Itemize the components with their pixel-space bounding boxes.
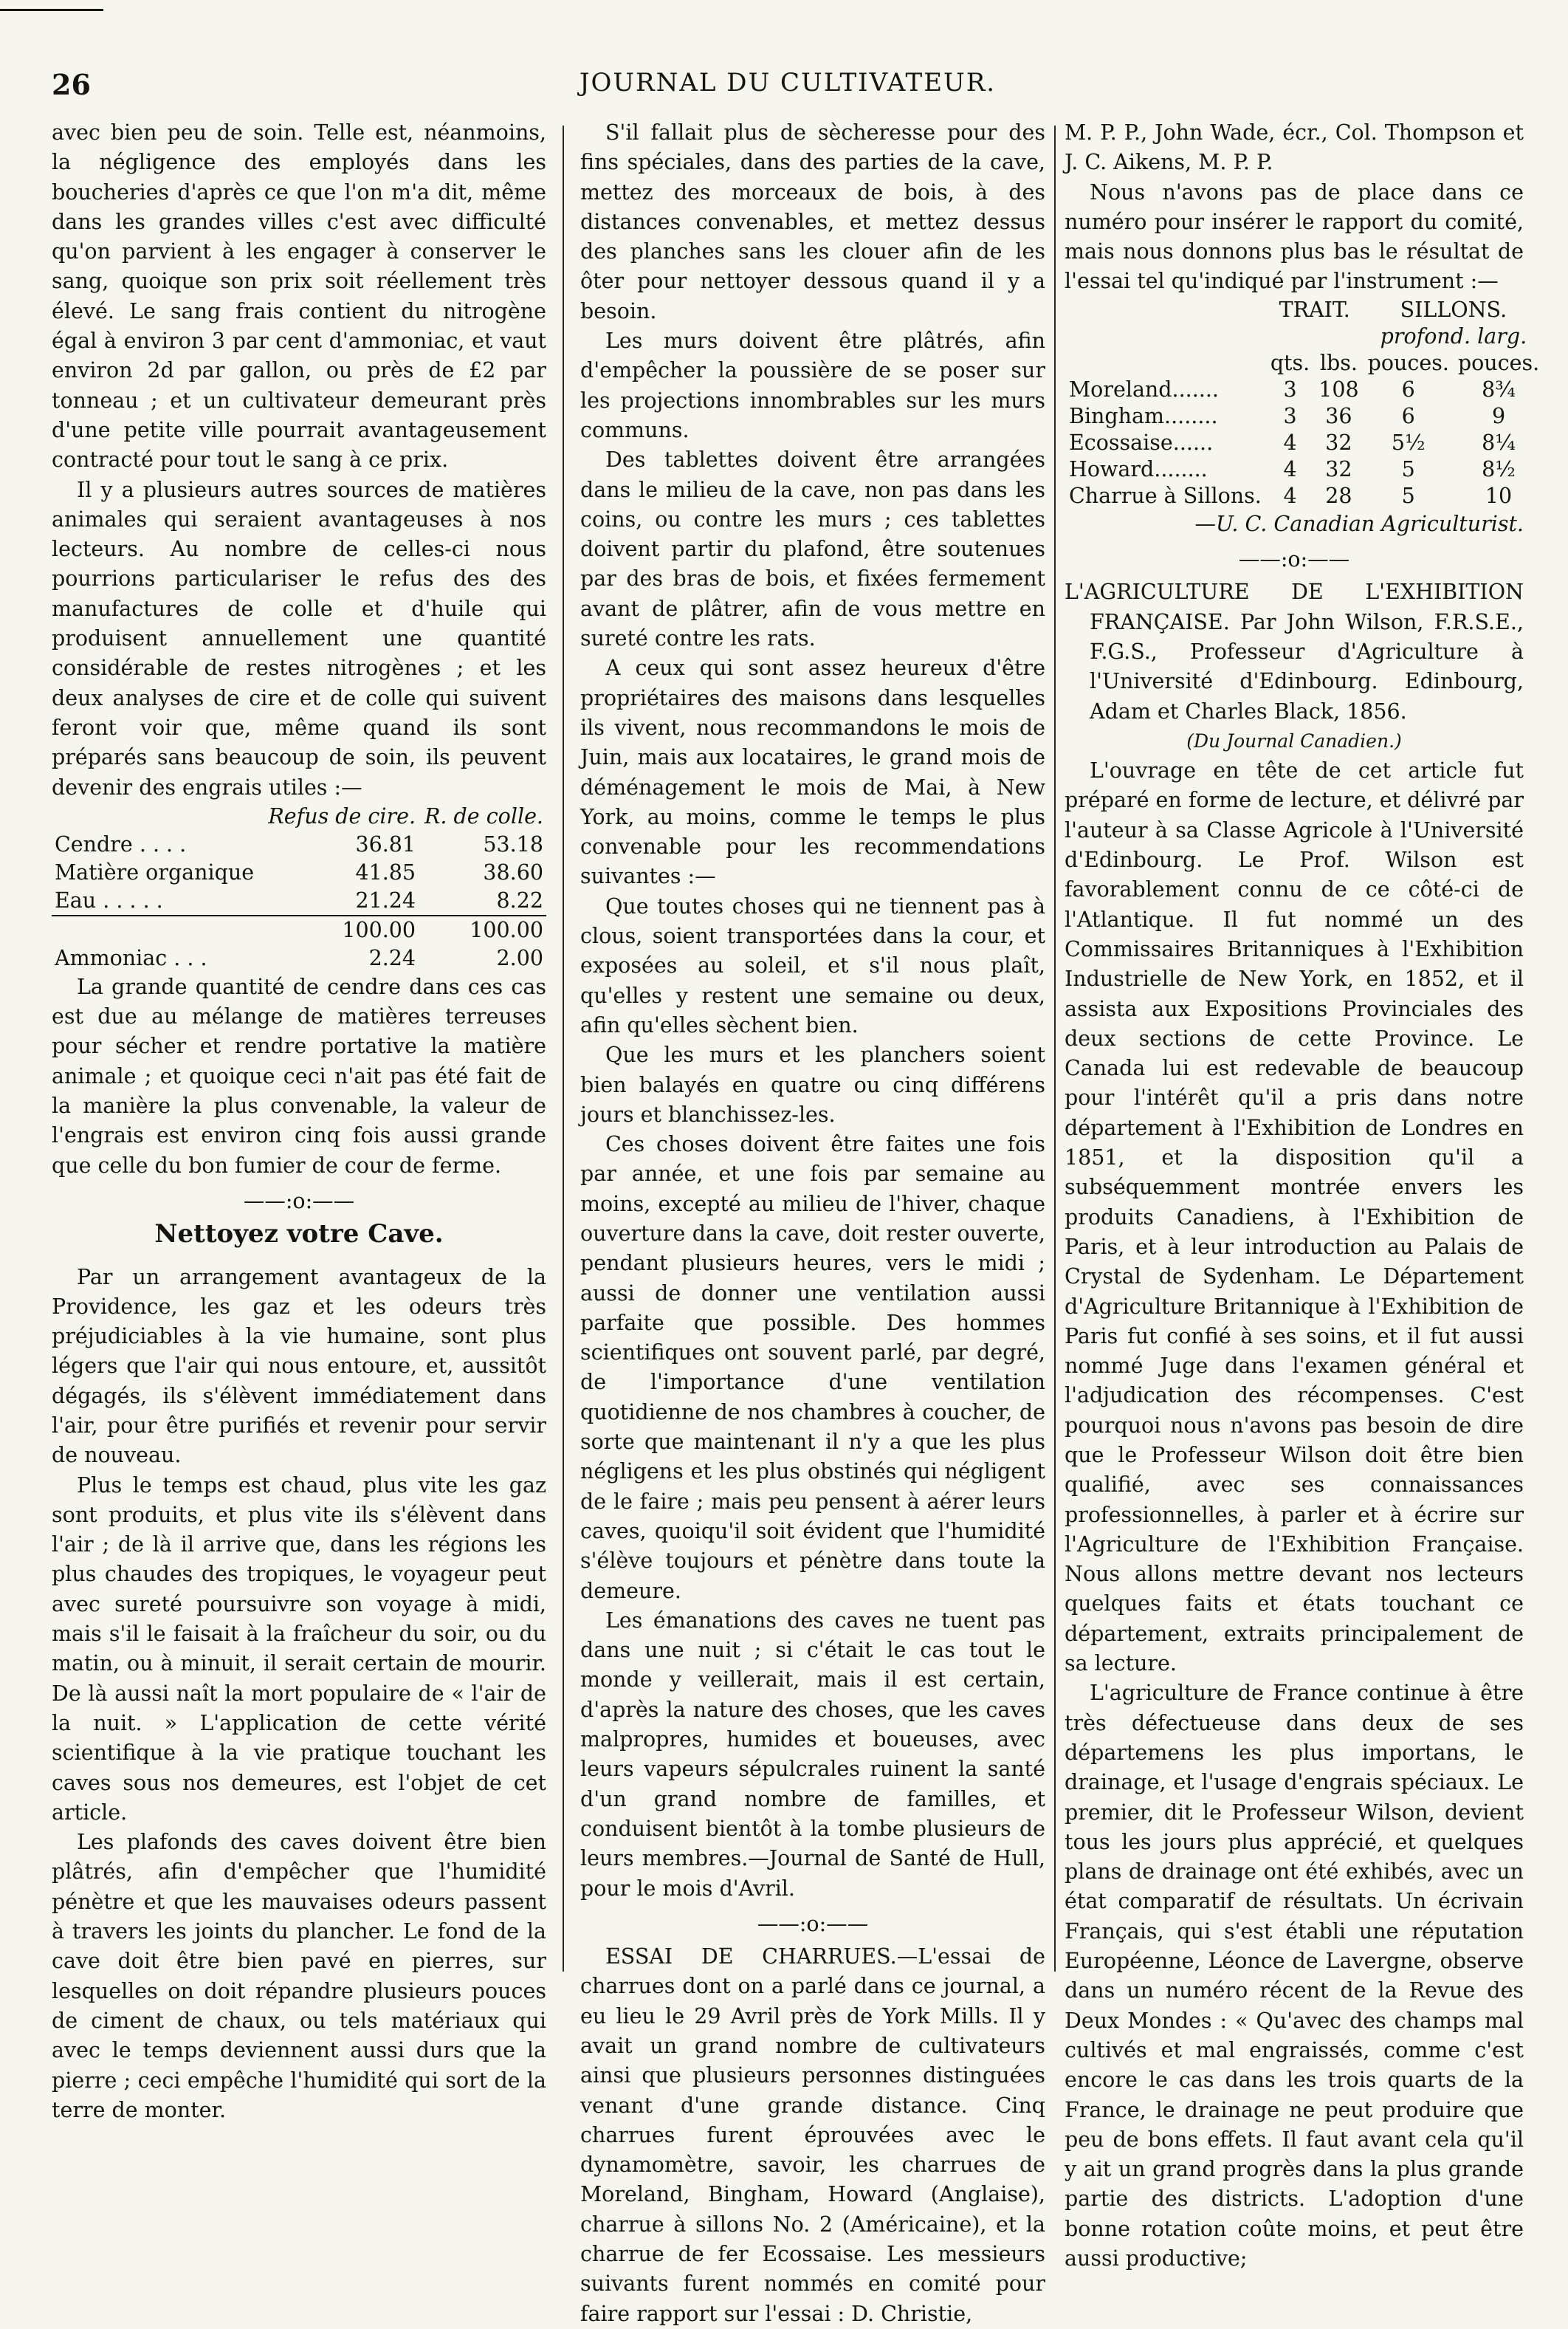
paragraph: Que toutes choses qui ne tiennent pas à clous, soient transportées dans la cour, et exposées au soleil, et s'il nous plaît, qu'elles y restent une semaine ou deux, afin qu'elles sèchent bien. xyxy=(580,893,1045,1037)
unit-label: pouces. xyxy=(1457,350,1540,375)
cell: 32 xyxy=(1325,430,1352,455)
row-label: Howard........ xyxy=(1069,456,1208,481)
table-row xyxy=(1065,483,1544,510)
unit-label: lbs. xyxy=(1319,350,1358,375)
row-label: Cendre . . . . xyxy=(55,831,187,857)
page-header xyxy=(52,68,1524,105)
cell: 9 xyxy=(1491,403,1506,428)
cell: 36.81 xyxy=(355,831,416,857)
row-label: Moreland....... xyxy=(1069,377,1219,402)
journal-title: JOURNAL DU CULTIVATEUR. xyxy=(579,68,997,97)
cell: 100.00 xyxy=(419,916,546,944)
table-row xyxy=(1065,377,1544,403)
paragraph: Que les murs et les planchers soient bien balayés en quatre ou cinq différens jours et blanchissez-les. xyxy=(580,1043,1045,1127)
table-header: Refus de cire. xyxy=(268,803,416,829)
cell: 2.00 xyxy=(496,945,543,970)
page-number: 26 xyxy=(52,68,91,101)
paragraph: Des tablettes doivent être arrangées dans le milieu de la cave, non pas dans les coins, ou contre les murs ; ces tablettes doivent partir du plafond, être soutenues par des bras de bois, et fixées fermement avant de plâtrer, afin de vous mettre en sureté contre les rats. xyxy=(580,447,1045,651)
cell: 53.18 xyxy=(483,831,543,857)
review-source: (Du Journal Canadien.) xyxy=(1186,730,1402,752)
section-separator: ——:o:—— xyxy=(1238,547,1350,572)
row-label: Bingham........ xyxy=(1069,403,1218,428)
column-divider-1 xyxy=(563,126,564,1972)
table-header: SILLONS. xyxy=(1400,297,1507,322)
paragraph: avec bien peu de soin. Telle est, néanmoins, la négligence des employés dans les boucheries d'après ce que l'on m'a dit, même dans les grandes villes c'est avec difficulté qu'on parvient à les engager à conserver le sang, quoique son prix soit réellement très élevé. Le sang frais contient du nitrogène égal à environ 3 par cent d'ammoniac, et vaut environ 2d par gallon, ou près de £2 par tonneau ; et un cultivateur demeurant près d'une petite ville pourrait avantageusement contracté pour tout le sang à ce prix. xyxy=(52,120,546,473)
analysis-table xyxy=(52,803,546,973)
source-credit: —U. C. Canadian Agriculturist. xyxy=(1194,511,1524,536)
row-label: Ecossaise...... xyxy=(1069,430,1214,455)
table-row xyxy=(52,887,546,916)
paragraph: Il y a plusieurs autres sources de matières animales qui seraient avantageuses à nos lecteurs. Au nombre de celles-ci nous pourrions particulariser le refus des des manufactures de colle et d'huile qui produisent annuellement une quantité considérable de restes nitrogènes ; et les deux analyses de cire et de colle qui suivent feront voir que, même quand ils sont préparés sans beaucoup de soin, ils peuvent devenir des engrais utiles :— xyxy=(52,477,546,800)
column-3 xyxy=(1065,118,1540,2271)
cell: 41.85 xyxy=(355,860,416,885)
cell: 36 xyxy=(1325,403,1352,428)
unit-label: qts. xyxy=(1270,350,1310,375)
table-row xyxy=(52,859,546,887)
paragraph: Les murs doivent être plâtrés, afin d'empêcher la poussière de se poser sur les projections innombrables sur les murs communs. xyxy=(580,329,1045,442)
cell: 21.24 xyxy=(355,888,416,913)
cell: 8½ xyxy=(1482,456,1516,481)
paragraph: L'agriculture de France continue à être très défectueuse dans deux de ses départemens les plus importans, le drainage, et l'usage d'engrais spéciaux. Le premier, dit le Professeur Wilson, devient tous les jours plus apprécié, et quelques plans de drainage ont été exhibés, avec un état comparatif de résultats. Un écrivain Français, qui s'est établi une réputation Européenne, Léonce de Lavergne, observe dans un numéro récent de la Revue des Deux Mondes : « Qu'avec des champs mal cultivés et mal engraissés, comme c'est encore le cas dans les trois quarts de la France, le drainage ne peut produire que peu de bons effets. Il faut avant cela qu'il y ait un grand progrès dans la plus grande partie des districts. L'adoption d'une bonne rotation coûte moins, et peut être aussi productive; xyxy=(1065,1681,1524,2271)
paragraph: Les émanations des caves ne tuent pas dans une nuit ; si c'était le cas tout le monde y veillerait, mais il est certain, d'après la nature des choses, que les caves malpropres, humides et boueuses, avec leurs vapeurs sépulcrales ruinent la santé d'un grand nombre de familles, et conduisent bientôt à la tombe plusieurs de leurs membres.—Journal de Santé de Hull, pour le mois d'Avril. xyxy=(580,1608,1045,1901)
cell: 38.60 xyxy=(483,860,543,885)
top-rule xyxy=(0,9,103,11)
table-total-row xyxy=(52,916,546,944)
paragraph: Les plafonds des caves doivent être bien plâtrés, afin d'empêcher que l'humidité pénètre et que les mauvaises odeurs passent à travers les joints du plancher. Le fond de la cave doit être bien pavé en pierres, sur lesquelles on doit répandre plusieurs pouces de ciment de chaux, ou tels matériaux qui avec le temps deviennent aussi durs que la pierre ; ceci empêche l'humidité qui sort de la terre de monter. xyxy=(52,1830,546,2122)
table-row xyxy=(52,944,546,973)
table-header: R. de colle. xyxy=(424,803,543,829)
paragraph: A ceux qui sont assez heureux d'être propriétaires des maisons dans lesquelles ils vivent, nous recommandons le mois de Juin, mais aux locataires, le grand mois de déménagement le mois de Mai, à New York, au moins, comme le temps le plus convenable pour les recommendations suivantes :— xyxy=(580,656,1045,889)
paragraph: L'ouvrage en tête de cet article fut préparé en forme de lecture, et délivré par l'auteur à sa Classe Agricole à l'Université d'Edinbourg. Le Prof. Wilson est favorablement connu de ce côté-ci de l'Atlantique. Il fut nommé un des Commissaires Britanniques à l'Exhibition Industrielle de New York, en 1852, et il assista aux Expositions Provinciales des deux sections de cette Province. Le Canada lui est redevable de beaucoup pour l'intérêt qu'il a pris dans notre département à l'Exhibition de Londres en 1851, et la disposition qu'il a subséquemment montrée envers les produits Canadiens, à l'Exhibition de Paris, et à leur introduction au Palais de Crystal de Sydenham. Le Département d'Agriculture Britannique à l'Exhibition de Paris fut confié à ses soins, et il fut aussi nommé Juge dans l'examen général et l'adjudication des récompenses. C'est pourquoi nous n'avons pas besoin de dire que le Professeur Wilson doit être bien qualifié, avec ses connaissances professionnelles, à parler et à écrire sur l'Agriculture de l'Exhibition Française. Nous allons mettre devant nos lecteurs quelques faits et états touchant ce département, extraits principalement de sa lecture. xyxy=(1065,758,1524,1676)
plough-trial-table xyxy=(1065,297,1544,510)
cell: 4 xyxy=(1283,483,1297,508)
paragraph: Nous n'avons pas de place dans ce numéro pour insérer le rapport du comité, mais nous donnons plus bas le résultat de l'essai tel qu'indiqué par l'instrument :— xyxy=(1065,179,1524,294)
cell: 6 xyxy=(1401,403,1415,428)
table-row xyxy=(1065,456,1544,483)
row-label: Matière organique xyxy=(55,860,255,885)
paragraph: La grande quantité de cendre dans ces cas est due au mélange de matières terreuses pour sécher et rendre portative la matière animale ; et quoique ceci n'ait pas été fait de la manière la plus convenable, la valeur de l'engrais est environ cinq fois aussi grande que celle du bon fumier de cour de ferme. xyxy=(52,974,546,1178)
column-1 xyxy=(52,118,546,2122)
paragraph: Ces choses doivent être faites une fois par année, et une fois par semaine au moins, excepté au milieu de l'hiver, chaque ouverture dans la cave, doit rester ouverte, pendant plusieurs heures, vers le midi ; aussi de donner une ventilation aussi parfaite que possible. Des hommes scientifiques ont souvent parlé, par degré, de l'importance d'une ventilation quotidienne de nos chambres à coucher, de sorte que maintenant il n'y a que les plus négligens et les plus obstinés qui négligent de le faire ; mais peu pensent à aérer leurs caves, quoiqu'il soit évident que l'humidité s'élève toujours et pénètre dans toute la demeure. xyxy=(580,1132,1045,1603)
paragraph: ESSAI DE CHARRUES.—L'essai de charrues dont on a parlé dans ce journal, a eu lieu le 29 Avril près de York Mills. Il y avait un grand nombre de cultivateurs ainsi que plusieurs personnes distinguées venant d'une grande distance. Cinq charrues furent éprouvées avec le dynamomètre, savoir, les charrues de Moreland, Bingham, Howard (Anglaise), charrue à sillons No. 2 (Américaine), et la charrue de fer Ecossaise. Les messieurs suivants furent nommés en comité pour faire rapport sur l'essai : D. Christie, xyxy=(580,1944,1045,2326)
cell: 108 xyxy=(1318,377,1359,402)
column-2 xyxy=(580,118,1045,2326)
cell: 5 xyxy=(1401,456,1415,481)
cell: 5½ xyxy=(1391,430,1426,455)
cell: 32 xyxy=(1325,456,1352,481)
cell: 8¾ xyxy=(1482,377,1516,402)
cell: 2.24 xyxy=(368,945,416,970)
row-label xyxy=(52,916,262,944)
section-separator: ——:o:—— xyxy=(757,1911,869,1936)
paragraph: Par un arrangement avantageux de la Providence, les gaz et les odeurs très préjudiciables à la vie humaine, sont plus légers que l'air qui nous entoure, et, aussitôt dégagés, ils s'élèvent immédiatement dans l'air, pour être purifiés et revenir pour servir de nouveau. xyxy=(52,1264,546,1468)
table-row xyxy=(1065,403,1544,430)
paragraph: M. P. P., John Wade, écr., Col. Thompson et J. C. Aikens, M. P. P. xyxy=(1065,120,1524,175)
cell: 100.00 xyxy=(262,916,419,944)
column-divider-2 xyxy=(1054,126,1056,1972)
table-subheader: profond. larg. xyxy=(1380,323,1527,349)
cell: 5 xyxy=(1401,483,1415,508)
cell: 8¼ xyxy=(1482,430,1516,455)
paragraph: S'il fallait plus de sècheresse pour des fins spéciales, dans des parties de la cave, mettez des morceaux de bois, à des distances convenables, et mettez dessus des planches sans les clouer afin de les ôter pour nettoyer dessous quand il y a besoin. xyxy=(580,120,1045,323)
cell: 3 xyxy=(1283,377,1297,402)
cell: 4 xyxy=(1283,456,1297,481)
section-separator: ——:o:—— xyxy=(243,1188,355,1213)
paragraph: Plus le temps est chaud, plus vite les gaz sont produits, et plus vite ils s'élèvent dans l'air ; de là il arrive que, dans les régions les plus chaudes des tropiques, le voyageur peut avec sureté poursuivre son voyage à midi, mais s'il le faisait à la fraîcheur du soir, ou du matin, ou à minuit, il serait certain de mourir. De là aussi naît la mort populaire de « l'air de la nuit. » L'application de cette vérité scientifique à la vie pratique touchant les caves sous nos demeures, est l'objet de cet article. xyxy=(52,1472,546,1825)
row-label: Ammoniac . . . xyxy=(55,945,207,970)
cell: 6 xyxy=(1401,377,1415,402)
cell: 8.22 xyxy=(496,888,543,913)
review-title: L'AGRICULTURE DE L'EXHIBITION FRANÇAISE. Par John Wilson, F.R.S.E., F.G.S., Professeur d'Agriculture à l'Université d'Edinbourg. Edinbourg, Adam et Charles Black, 1856. xyxy=(1065,580,1524,724)
table-row xyxy=(52,831,546,859)
row-label: Eau . . . . . xyxy=(55,888,163,913)
table-row xyxy=(1065,430,1544,456)
cell: 10 xyxy=(1485,483,1513,508)
table-header: TRAIT. xyxy=(1279,297,1350,322)
cell: 28 xyxy=(1325,483,1352,508)
cell: 3 xyxy=(1283,403,1297,428)
row-label: Charrue à Sillons. xyxy=(1069,483,1262,508)
article-heading: Nettoyez votre Cave. xyxy=(154,1219,444,1249)
unit-label: pouces. xyxy=(1367,350,1449,375)
cell: 4 xyxy=(1283,430,1297,455)
